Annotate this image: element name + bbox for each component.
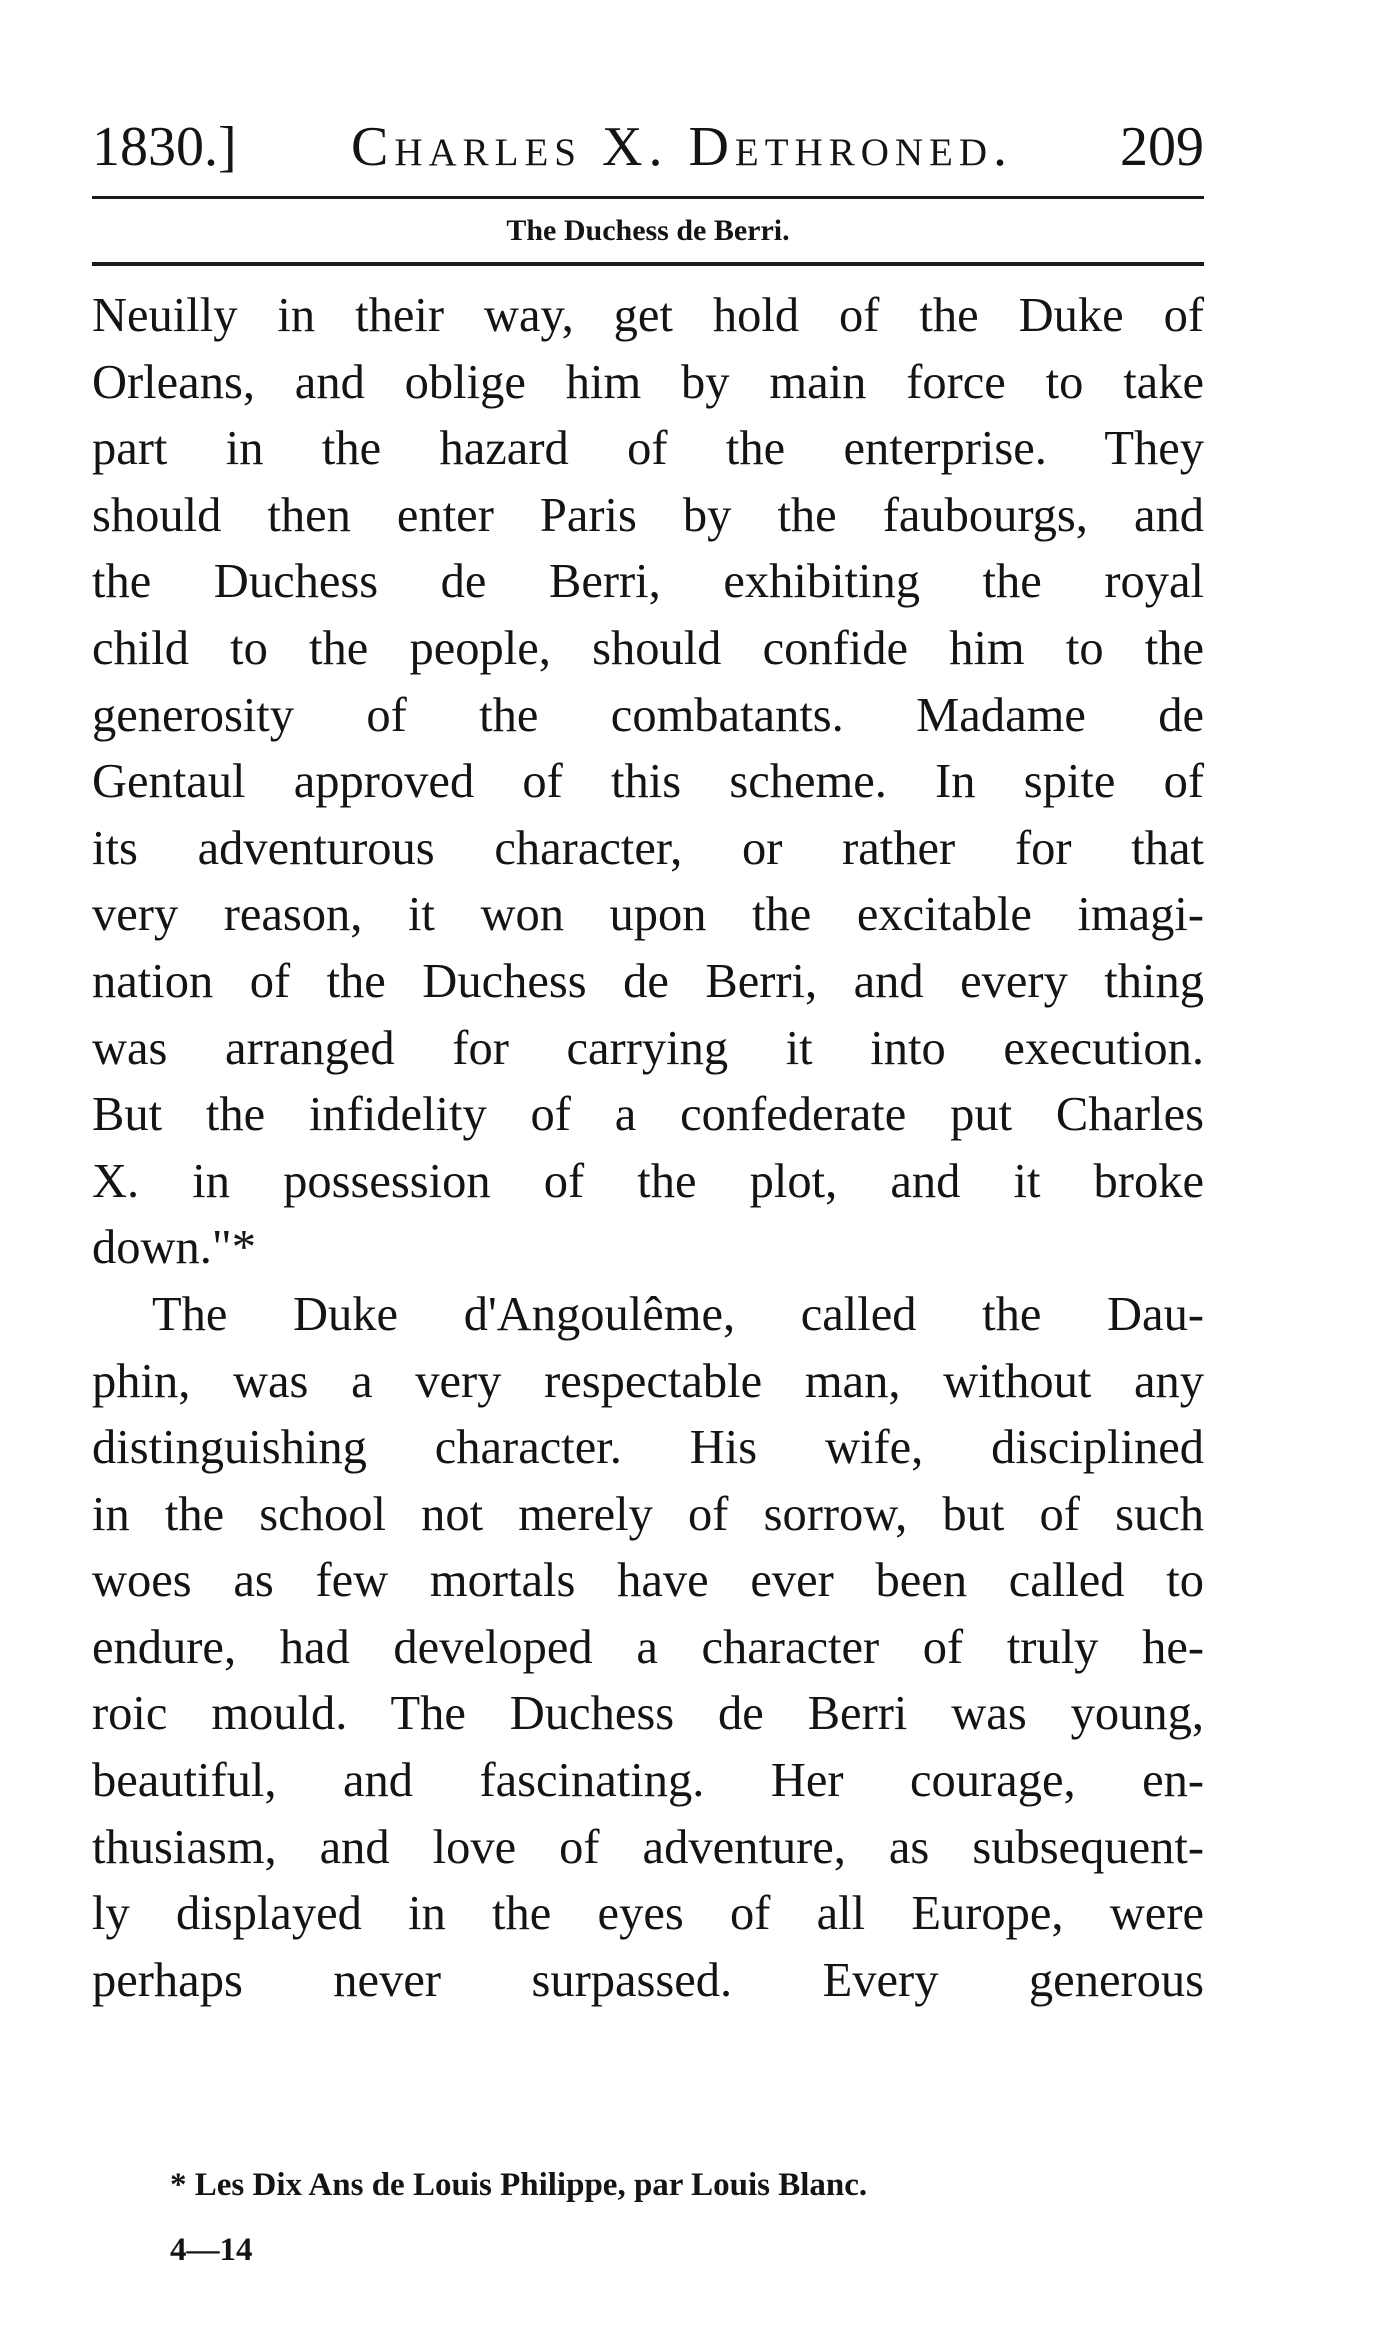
text-line: down."* [92,1221,256,1275]
text-line: nation of the Duchess de Berri, and every thing [92,954,1204,1008]
text-line: woes as few mortals have ever been called to [92,1554,1204,1608]
text-line: But the infidelity of a confederate put Charles [92,1088,1204,1142]
text-line: thusiasm, and love of adventure, as subsequent- [92,1820,1204,1874]
text-line: ly displayed in the eyes of all Europe, were [92,1887,1204,1941]
text-line: Orleans, and oblige him by main force to take [92,355,1204,409]
text-line: child to the people, should confide him to the [92,621,1204,675]
page-number: 209 [1120,116,1204,178]
text-line: in the school not merely of sorrow, but of such [92,1487,1204,1541]
text-line: the Duchess de Berri, exhibiting the royal [92,555,1204,609]
footnote: * Les Dix Ans de Louis Philippe, par Louis Blanc. [170,2167,868,2203]
text-line: roic mould. The Duchess de Berri was young, [92,1687,1204,1741]
text-line: phin, was a very respectable man, without any [92,1354,1204,1408]
text-line: X. in possession of the plot, and it broke [92,1154,1204,1208]
section-subheading: The Duchess de Berri. [506,214,790,247]
text-line: very reason, it won upon the excitable imagi- [92,888,1204,942]
text-line: Gentaul approved of this scheme. In spite of [92,755,1204,809]
text-line: part in the hazard of the enterprise. They [92,422,1204,476]
header-title: Charles X. Dethroned. [350,116,1014,178]
text-line: Neuilly in their way, get hold of the Duke of [92,289,1204,342]
running-header [92,112,1204,182]
body-text [92,283,1204,2014]
header-rule-top [92,196,1204,199]
text-line: was arranged for carrying it into execution. [92,1021,1204,1075]
text-line: its adventurous character, or rather for that [92,821,1204,875]
header-rule-bottom [92,262,1204,266]
text-line: endure, had developed a character of truly he- [92,1620,1204,1674]
text-line: distinguishing character. His wife, disciplined [92,1421,1204,1475]
text-line: perhaps never surpassed. Every generous [92,1953,1204,2007]
text-line: should then enter Paris by the faubourgs, and [92,488,1204,542]
signature-mark: 4—14 [170,2232,253,2268]
text-line: generosity of the combatants. Madame de [92,688,1204,742]
text-line: The Duke d'Angoulême, called the Dau- [152,1287,1204,1341]
header-year: 1830.] [92,116,237,178]
text-line: beautiful, and fascinating. Her courage, en- [92,1754,1204,1808]
